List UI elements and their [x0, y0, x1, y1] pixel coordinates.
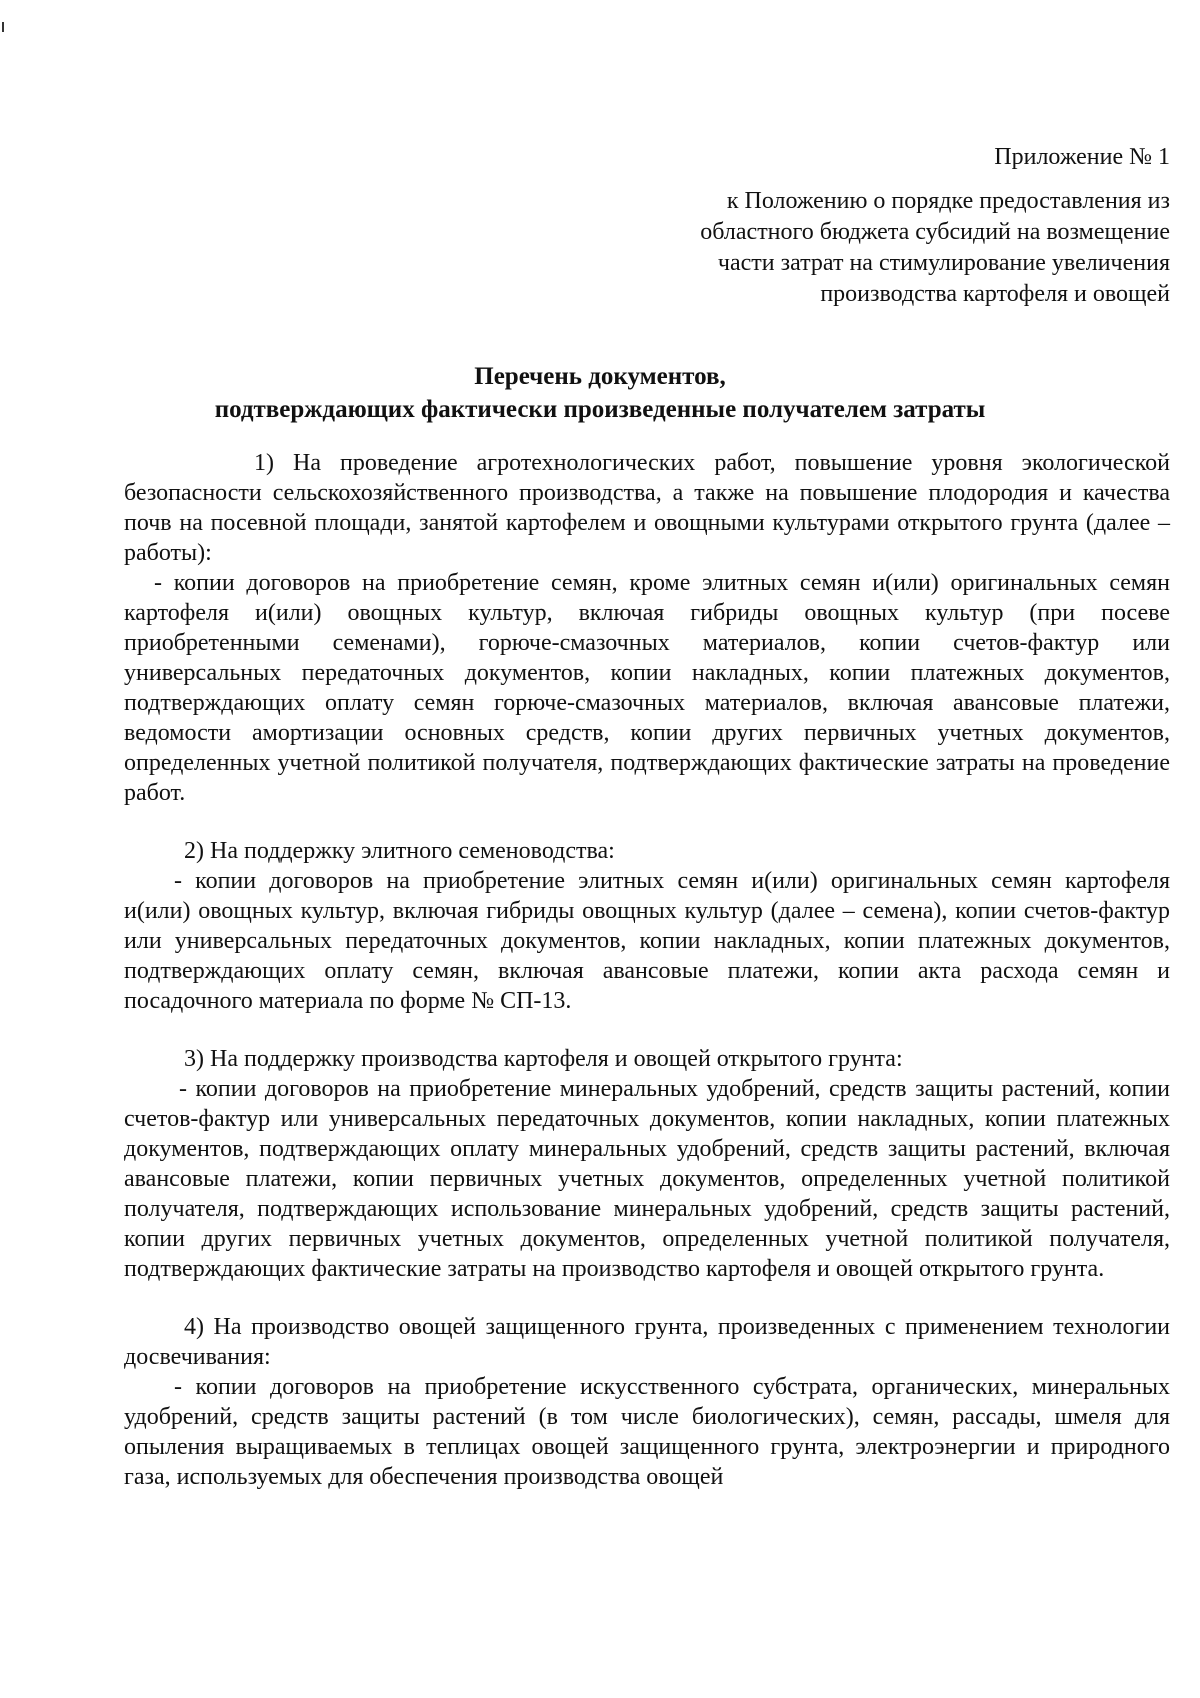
item-heading: 1) На проведение агротехнологических работ, повышение уровня экологической безопасности сельскохозяйственного производства, а также на повышение плодородия и качества почв на посевной площади, занятой картофелем и овощными культурами открытого грунта (далее – работы): [124, 450, 1170, 566]
item-bullet: - копии договоров на приобретение семян, кроме элитных семян и(или) оригинальных семян картофеля и(или) овощных культур, включая гибриды овощных культур (при посеве приобретенными семенами), горюче-смазочных материалов, копии счетов-фактур или универсальных передаточных документов, копии накладных, копии платежных документов, подтверждающих оплату семян горюче-смазочных материалов, включая авансовые платежи, ведомости амортизации основных средств, копии других первичных учетных документов, определенных учетной политикой получателя, подтверждающих фактические затраты на проведение работ. [124, 570, 1170, 806]
title-line: подтверждающих фактически произведенные получателем затраты [214, 396, 986, 423]
item-bullet: - копии договоров на приобретение минеральных удобрений, средств защиты растений, копии счетов-фактур или универсальных передаточных документов, копии накладных, копии платежных документов, подтверждающих оплату минеральных удобрений, средств защиты растений, включая авансовые платежи, копии первичных учетных документов, определенных учетной политикой получателя, подтверждающих использование минеральных удобрений, средств защиты растений, копии других первичных учетных документов, определенных учетной политикой получателя, подтверждающих фактические затраты на производство картофеля и овощей открытого грунта. [124, 1076, 1170, 1282]
appendix-reference-line: производства картофеля и овощей [820, 281, 1170, 307]
document-body [124, 448, 1170, 1520]
item-bullet: - копии договоров на приобретение элитных семян и(или) оригинальных семян картофеля и(или) овощных культур, включая гибриды овощных культур (далее – семена), копии счетов-фактур или универсальных передаточных документов, копии накладных, копии платежных документов, подтверждающих оплату семян, включая авансовые платежи, копии акта расхода семян и посадочного материала по форме № СП-13. [124, 868, 1170, 1014]
item-heading: 3) На поддержку производства картофеля и овощей открытого грунта: [184, 1046, 903, 1072]
list-item [124, 1312, 1170, 1492]
appendix-number: Приложение № 1 [994, 144, 1170, 170]
appendix-block [640, 140, 1170, 310]
scan-artifact [2, 22, 4, 32]
title-line: Перечень документов, [474, 363, 726, 390]
appendix-reference [640, 186, 1170, 310]
item-heading: 4) На производство овощей защищенного грунта, произведенных с применением технологии досвечивания: [124, 1314, 1170, 1370]
document-title [120, 360, 1080, 426]
appendix-reference-line: областного бюджета субсидий на возмещение [700, 219, 1170, 245]
appendix-reference-line: к Положению о порядке предоставления из [726, 188, 1170, 214]
appendix-reference-line: части затрат на стимулирование увеличения [717, 250, 1170, 276]
list-item [124, 448, 1170, 808]
list-item [124, 836, 1170, 1016]
list-item [124, 1044, 1170, 1284]
item-heading: 2) На поддержку элитного семеноводства: [184, 838, 615, 864]
item-bullet: - копии договоров на приобретение искусственного субстрата, органических, минеральных удобрений, средств защиты растений (в том числе биологических), семян, рассады, шмеля для опыления выращиваемых в теплицах овощей защищенного грунта, электроэнергии и природного газа, используемых для обеспечения производства овощей [124, 1374, 1170, 1490]
